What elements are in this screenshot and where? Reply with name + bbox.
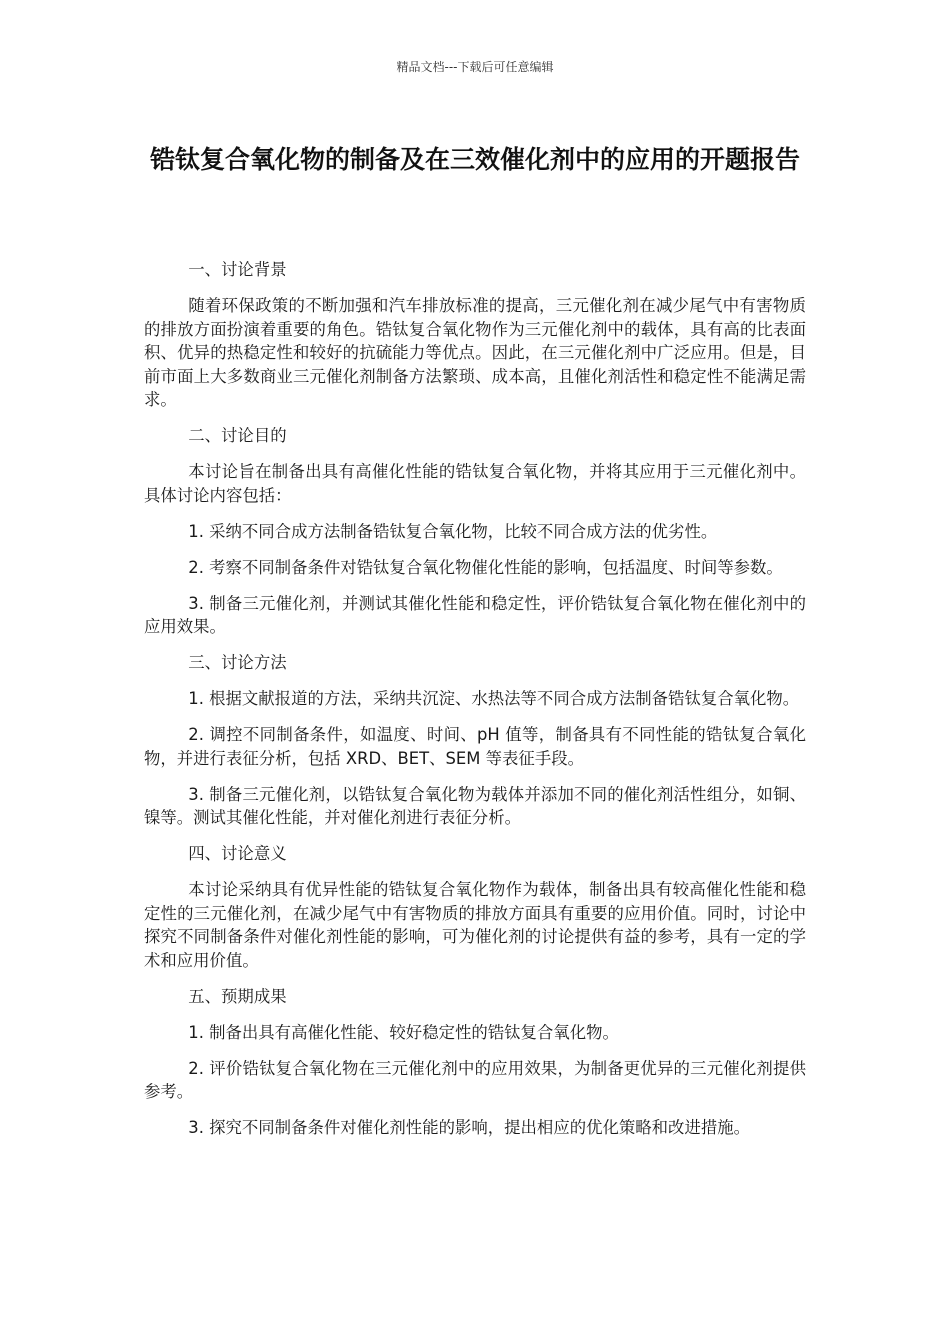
list-item: 2. 调控不同制备条件，如温度、时间、pH 值等，制备具有不同性能的锆钛复合氧化物，并进行表征分析，包括 XRD、BET、SEM 等表征手段。 [144,725,806,768]
page-header: 精品文档---下载后可任意编辑 [396,60,554,74]
section-heading-objective: 二、讨论目的 [188,426,287,445]
section-heading-significance: 四、讨论意义 [188,844,287,863]
list-item: 3. 制备三元催化剂，并测试其催化性能和稳定性，评价锆钛复合氧化物在催化剂中的应用效果。 [144,593,806,636]
list-item: 3. 制备三元催化剂，以锆钛复合氧化物为载体并添加不同的催化剂活性组分，如铜、镍等。测试其催化性能，并对催化剂进行表征分析。 [144,784,806,827]
list-item: 1. 根据文献报道的方法，采纳共沉淀、水热法等不同合成方法制备锆钛复合氧化物。 [188,689,800,708]
paragraph: 本讨论采纳具有优异性能的锆钛复合氧化物作为载体，制备出具有较高催化性能和稳定性的三元催化剂，在减少尾气中有害物质的排放方面具有重要的应用价值。同时，讨论中探究不同制备条件对催化剂性能的影响，可为催化剂的讨论提供有益的参考，具有一定的学术和应用价值。 [144,880,806,970]
list-item: 2. 评价锆钛复合氧化物在三元催化剂中的应用效果，为制备更优异的三元催化剂提供参考。 [144,1058,806,1101]
list-item: 1. 制备出具有高催化性能、较好稳定性的锆钛复合氧化物。 [188,1022,619,1042]
list-item: 2. 考察不同制备条件对锆钛复合氧化物催化性能的影响，包括温度、时间等参数。 [188,557,783,577]
list-item: 1. 采纳不同合成方法制备锆钛复合氧化物，比较不同合成方法的优劣性。 [188,521,718,541]
section-heading-background: 一、讨论背景 [188,260,287,279]
list-item: 3. 探究不同制备条件对催化剂性能的影响，提出相应的优化策略和改进措施。 [188,1118,751,1137]
document-body [144,258,806,1152]
paragraph: 随着环保政策的不断加强和汽车排放标准的提高，三元催化剂在减少尾气中有害物质的排放方面扮演着重要的角色。锆钛复合氧化物作为三元催化剂中的载体，具有高的比表面积、优异的热稳定性和较好的抗硫能力等优点。因此，在三元催化剂中广泛应用。但是，目前市面上大多数商业三元催化剂制备方法繁琐、成本高，且催化剂活性和稳定性不能满足需求。 [144,296,806,409]
document-title: 锆钛复合氧化物的制备及在三效催化剂中的应用的开题报告 [149,145,800,174]
paragraph: 本讨论旨在制备出具有高催化性能的锆钛复合氧化物，并将其应用于三元催化剂中。具体讨论内容包括： [144,462,806,505]
section-heading-methods: 三、讨论方法 [188,653,287,672]
section-heading-expected-results: 五、预期成果 [188,986,287,1006]
